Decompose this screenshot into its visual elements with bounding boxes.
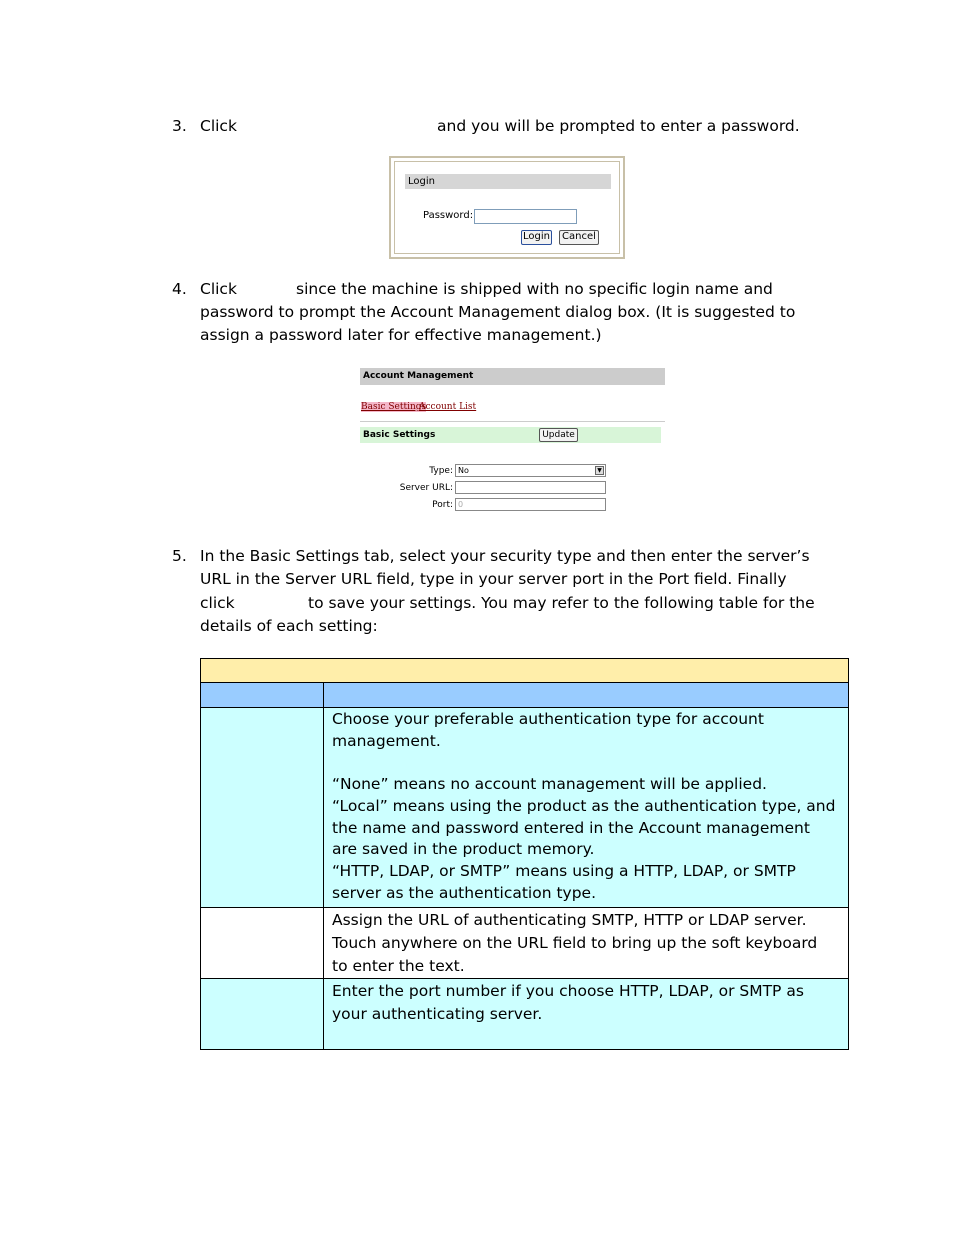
row-3-line: your authenticating server. (332, 1005, 543, 1023)
server-url-input[interactable] (455, 481, 606, 494)
row-3-line: Enter the port number if you choose HTTP, LDAP, or SMTP as (332, 982, 804, 1000)
row-1-line: “HTTP, LDAP, or SMTP” means using a HTTP, LDAP, or SMTP (332, 861, 796, 880)
basic-settings-bar (360, 427, 661, 443)
table-row-2-description (323, 907, 849, 979)
tab-basic-settings[interactable]: Basic Settings (361, 402, 427, 412)
table-header-row (200, 658, 849, 683)
row-1-line: “Local” means using the product as the authentication type, and (332, 796, 836, 815)
tab-divider (360, 421, 665, 422)
step-4-line-1: since the machine is shipped with no specific login name and (296, 280, 773, 298)
settings-table (200, 658, 849, 1050)
password-label: Password: (423, 210, 474, 221)
login-dialog-title: Login (405, 174, 611, 189)
password-input[interactable] (474, 209, 577, 224)
step-3-number: 3. (172, 117, 187, 135)
row-1-blank-line (332, 752, 848, 774)
chevron-down-icon[interactable]: ▼ (595, 466, 604, 475)
type-select-value: No (458, 466, 469, 475)
account-management-title: Account Management (360, 368, 665, 385)
login-dialog (389, 156, 625, 259)
step-3-click-text: Click (200, 117, 237, 135)
step-5-line-4: details of each setting: (200, 617, 378, 635)
table-row-3-item (200, 978, 324, 1050)
row-1-line: management. (332, 731, 441, 750)
table-subheader-description (323, 682, 849, 708)
table-subheader-item (200, 682, 324, 708)
step-5-number: 5. (172, 547, 187, 565)
tab-account-list[interactable]: Account List (419, 402, 477, 412)
step-4-line-3: assign a password later for effective management.) (200, 326, 602, 344)
step-4-number: 4. (172, 280, 187, 298)
type-select[interactable] (455, 464, 606, 477)
cancel-button[interactable]: Cancel (559, 230, 599, 245)
row-1-line: Choose your preferable authentication type for account (332, 710, 764, 728)
step-4-line-2: password to prompt the Account Management dialog box. (It is suggested to (200, 303, 796, 321)
login-dialog-frame (394, 161, 620, 254)
step-3-text: and you will be prompted to enter a password. (437, 117, 800, 135)
step-4-click-text: Click (200, 280, 237, 298)
port-input[interactable]: 0 (455, 498, 606, 511)
row-1-line: are saved in the product memory. (332, 840, 595, 859)
update-button[interactable]: Update (539, 428, 578, 442)
table-row-1-item (200, 707, 324, 908)
row-1-line: “None” means no account management will be applied. (332, 775, 767, 794)
row-2-line: Touch anywhere on the URL field to bring up the soft keyboard (332, 934, 818, 952)
basic-settings-heading: Basic Settings (363, 430, 436, 440)
port-label: Port: (432, 500, 453, 510)
row-1-line: the name and password entered in the Account management (332, 818, 810, 837)
table-row-1-description (323, 707, 849, 908)
row-2-line: Assign the URL of authenticating SMTP, HTTP or LDAP server. (332, 911, 807, 929)
type-label: Type: (429, 466, 453, 476)
step-5-click-text: click (200, 594, 235, 612)
step-5-line-1: In the Basic Settings tab, select your security type and then enter the server’s (200, 547, 810, 565)
row-1-line: server as the authentication type. (332, 883, 597, 902)
server-url-label: Server URL: (399, 483, 453, 493)
login-button[interactable]: Login (521, 230, 552, 245)
row-2-line: to enter the text. (332, 957, 465, 975)
step-5-line-3: to save your settings. You may refer to the following table for the (308, 594, 815, 612)
table-row-2-item (200, 907, 324, 979)
table-row-3-description (323, 978, 849, 1050)
step-5-line-2: URL in the Server URL field, type in your server port in the Port field. Finally (200, 570, 787, 588)
